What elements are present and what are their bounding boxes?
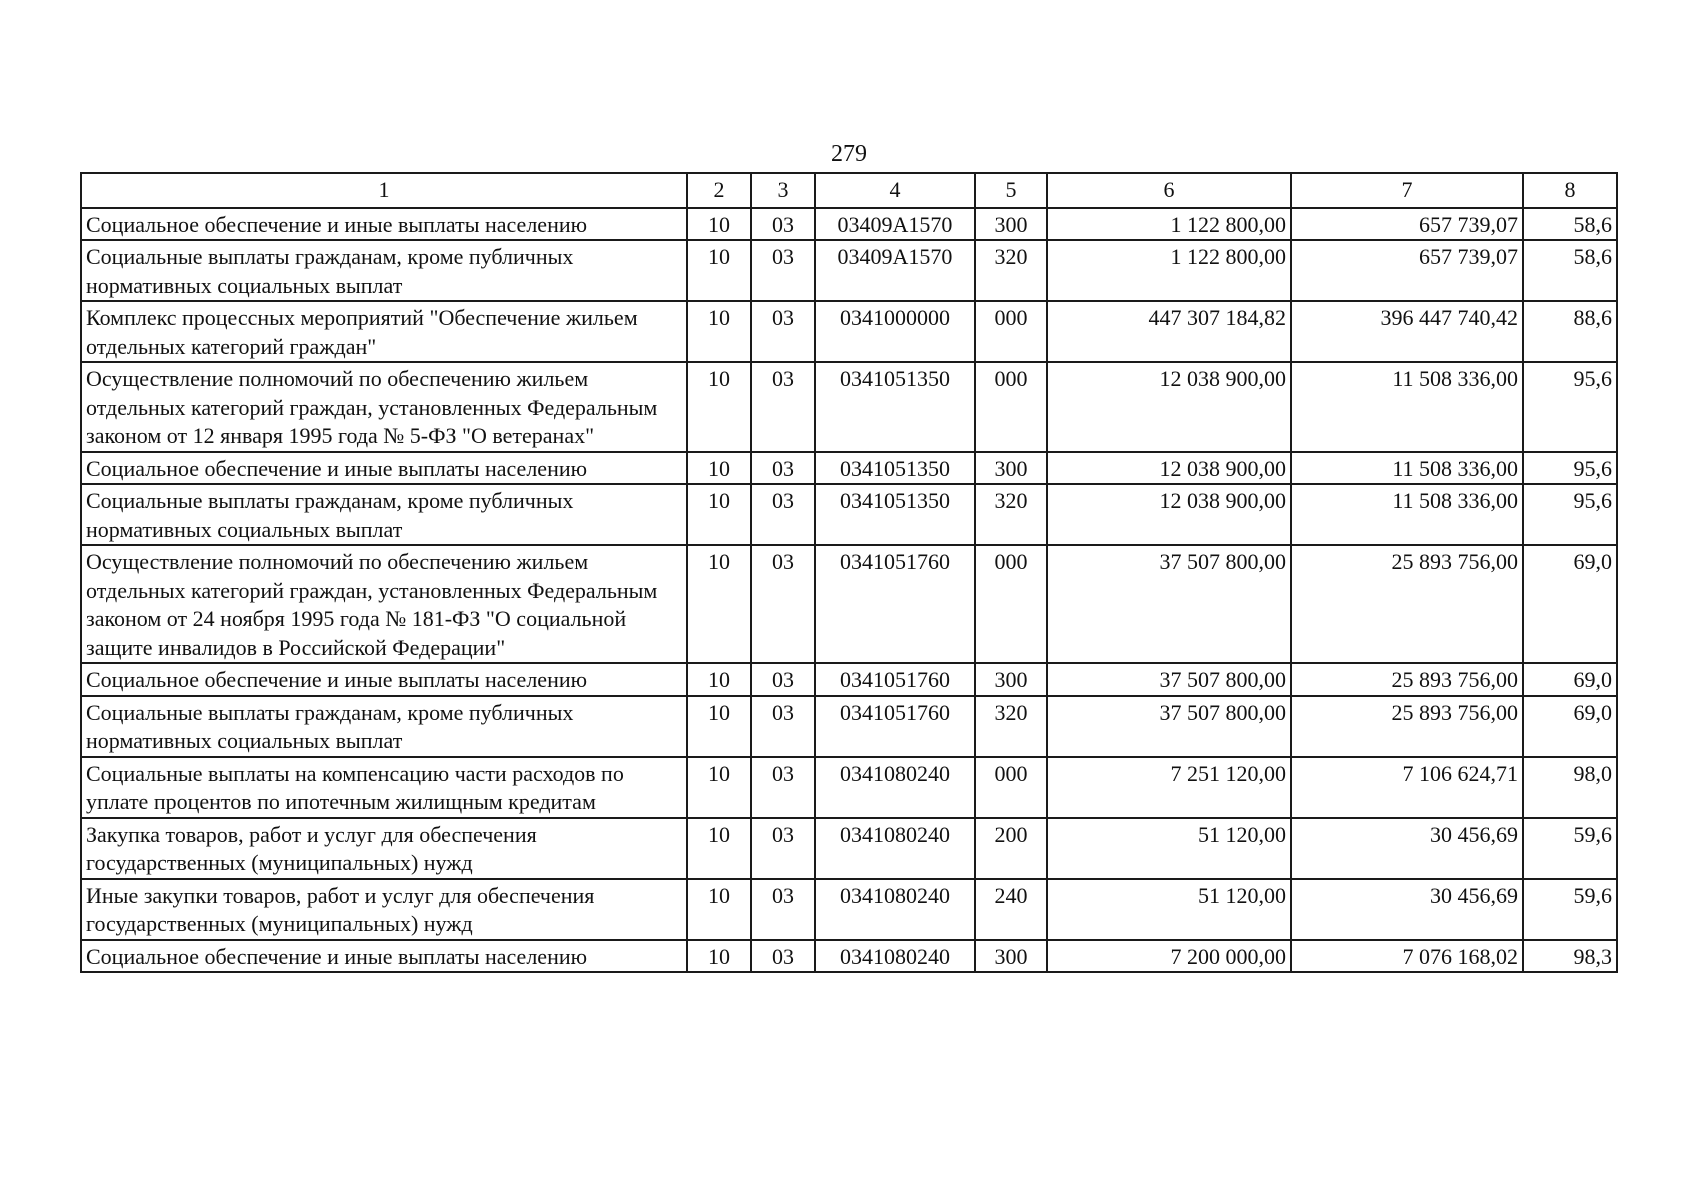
row-expense-type: 300 — [975, 663, 1047, 696]
row-planned: 12 038 900,00 — [1047, 484, 1291, 545]
table-row — [81, 362, 1617, 452]
row-subsection: 03 — [751, 301, 815, 362]
row-planned: 7 200 000,00 — [1047, 940, 1291, 973]
row-subsection: 03 — [751, 362, 815, 452]
row-name: Социальное обеспечение и иные выплаты населению — [81, 208, 687, 241]
row-section: 10 — [687, 940, 751, 973]
row-expense-type: 000 — [975, 362, 1047, 452]
header-col-2: 2 — [687, 173, 751, 208]
row-subsection: 03 — [751, 663, 815, 696]
row-subsection: 03 — [751, 545, 815, 663]
table-row — [81, 484, 1617, 545]
row-executed: 657 739,07 — [1291, 208, 1523, 241]
row-subsection: 03 — [751, 240, 815, 301]
table-row — [81, 208, 1617, 241]
row-planned: 7 251 120,00 — [1047, 757, 1291, 818]
row-target-article: 0341000000 — [815, 301, 975, 362]
row-executed: 25 893 756,00 — [1291, 696, 1523, 757]
row-expense-type: 000 — [975, 757, 1047, 818]
header-col-6: 6 — [1047, 173, 1291, 208]
row-section: 10 — [687, 757, 751, 818]
row-section: 10 — [687, 240, 751, 301]
row-target-article: 0341051350 — [815, 484, 975, 545]
row-percent: 95,6 — [1523, 484, 1617, 545]
row-percent: 59,6 — [1523, 818, 1617, 879]
row-executed: 396 447 740,42 — [1291, 301, 1523, 362]
row-executed: 30 456,69 — [1291, 879, 1523, 940]
row-expense-type: 200 — [975, 818, 1047, 879]
row-executed: 657 739,07 — [1291, 240, 1523, 301]
row-planned: 37 507 800,00 — [1047, 663, 1291, 696]
row-name: Социальное обеспечение и иные выплаты населению — [81, 663, 687, 696]
row-planned: 1 122 800,00 — [1047, 240, 1291, 301]
row-expense-type: 320 — [975, 484, 1047, 545]
row-target-article: 0341051350 — [815, 452, 975, 485]
row-subsection: 03 — [751, 484, 815, 545]
row-planned: 37 507 800,00 — [1047, 545, 1291, 663]
row-name: Закупка товаров, работ и услуг для обеспечения государственных (муниципальных) нужд — [81, 818, 687, 879]
row-expense-type: 320 — [975, 696, 1047, 757]
row-target-article: 0341051760 — [815, 545, 975, 663]
row-expense-type: 000 — [975, 301, 1047, 362]
table-body — [81, 208, 1617, 973]
row-expense-type: 300 — [975, 208, 1047, 241]
row-planned: 12 038 900,00 — [1047, 452, 1291, 485]
row-percent: 69,0 — [1523, 545, 1617, 663]
row-name: Иные закупки товаров, работ и услуг для обеспечения государственных (муниципальных) нужд — [81, 879, 687, 940]
table-header — [81, 173, 1617, 208]
row-percent: 98,0 — [1523, 757, 1617, 818]
row-name: Социальное обеспечение и иные выплаты населению — [81, 940, 687, 973]
table-row — [81, 879, 1617, 940]
row-planned: 51 120,00 — [1047, 879, 1291, 940]
row-expense-type: 300 — [975, 940, 1047, 973]
table-row — [81, 940, 1617, 973]
row-name: Осуществление полномочий по обеспечению жильем отдельных категорий граждан, установленных Федеральным законом от 12 января 1995 года № 5-ФЗ "О ветеранах" — [81, 362, 687, 452]
row-name: Социальные выплаты гражданам, кроме публичных нормативных социальных выплат — [81, 696, 687, 757]
row-executed: 25 893 756,00 — [1291, 663, 1523, 696]
row-target-article: 03409А1570 — [815, 240, 975, 301]
table-row — [81, 545, 1617, 663]
row-section: 10 — [687, 663, 751, 696]
row-section: 10 — [687, 362, 751, 452]
row-target-article: 0341080240 — [815, 879, 975, 940]
row-percent: 69,0 — [1523, 663, 1617, 696]
row-planned: 447 307 184,82 — [1047, 301, 1291, 362]
row-expense-type: 240 — [975, 879, 1047, 940]
row-target-article: 0341051350 — [815, 362, 975, 452]
table-row — [81, 452, 1617, 485]
row-executed: 7 076 168,02 — [1291, 940, 1523, 973]
row-name: Социальные выплаты на компенсацию части расходов по уплате процентов по ипотечным жилищным кредитам — [81, 757, 687, 818]
header-col-8: 8 — [1523, 173, 1617, 208]
row-expense-type: 300 — [975, 452, 1047, 485]
row-percent: 58,6 — [1523, 240, 1617, 301]
row-planned: 12 038 900,00 — [1047, 362, 1291, 452]
row-section: 10 — [687, 545, 751, 663]
row-executed: 25 893 756,00 — [1291, 545, 1523, 663]
row-subsection: 03 — [751, 452, 815, 485]
header-row — [81, 173, 1617, 208]
row-section: 10 — [687, 818, 751, 879]
row-section: 10 — [687, 879, 751, 940]
row-percent: 58,6 — [1523, 208, 1617, 241]
row-section: 10 — [687, 696, 751, 757]
row-executed: 7 106 624,71 — [1291, 757, 1523, 818]
row-subsection: 03 — [751, 818, 815, 879]
row-target-article: 03409А1570 — [815, 208, 975, 241]
row-name: Социальные выплаты гражданам, кроме публичных нормативных социальных выплат — [81, 484, 687, 545]
table-row — [81, 757, 1617, 818]
row-planned: 51 120,00 — [1047, 818, 1291, 879]
row-name: Комплекс процессных мероприятий "Обеспечение жильем отдельных категорий граждан" — [81, 301, 687, 362]
budget-table — [80, 172, 1618, 973]
row-percent: 95,6 — [1523, 452, 1617, 485]
row-planned: 37 507 800,00 — [1047, 696, 1291, 757]
row-target-article: 0341051760 — [815, 663, 975, 696]
page-number: 279 — [831, 141, 867, 167]
row-name: Социальное обеспечение и иные выплаты населению — [81, 452, 687, 485]
row-subsection: 03 — [751, 879, 815, 940]
row-expense-type: 000 — [975, 545, 1047, 663]
header-col-3: 3 — [751, 173, 815, 208]
row-percent: 98,3 — [1523, 940, 1617, 973]
table-row — [81, 818, 1617, 879]
table-row — [81, 240, 1617, 301]
header-col-1: 1 — [81, 173, 687, 208]
row-executed: 30 456,69 — [1291, 818, 1523, 879]
row-planned: 1 122 800,00 — [1047, 208, 1291, 241]
row-percent: 95,6 — [1523, 362, 1617, 452]
row-name: Социальные выплаты гражданам, кроме публичных нормативных социальных выплат — [81, 240, 687, 301]
row-executed: 11 508 336,00 — [1291, 452, 1523, 485]
row-subsection: 03 — [751, 696, 815, 757]
row-section: 10 — [687, 484, 751, 545]
row-section: 10 — [687, 301, 751, 362]
row-percent: 59,6 — [1523, 879, 1617, 940]
row-percent: 88,6 — [1523, 301, 1617, 362]
row-percent: 69,0 — [1523, 696, 1617, 757]
row-target-article: 0341080240 — [815, 818, 975, 879]
row-target-article: 0341051760 — [815, 696, 975, 757]
table-row — [81, 663, 1617, 696]
header-col-5: 5 — [975, 173, 1047, 208]
row-section: 10 — [687, 208, 751, 241]
row-target-article: 0341080240 — [815, 940, 975, 973]
header-col-4: 4 — [815, 173, 975, 208]
table-row — [81, 696, 1617, 757]
row-name: Осуществление полномочий по обеспечению жильем отдельных категорий граждан, установленных Федеральным законом от 24 ноября 1995 года № 181-ФЗ "О социальной защите инвалидов в Российской Федерации" — [81, 545, 687, 663]
row-subsection: 03 — [751, 940, 815, 973]
row-executed: 11 508 336,00 — [1291, 362, 1523, 452]
row-subsection: 03 — [751, 208, 815, 241]
row-subsection: 03 — [751, 757, 815, 818]
row-expense-type: 320 — [975, 240, 1047, 301]
table-row — [81, 301, 1617, 362]
row-target-article: 0341080240 — [815, 757, 975, 818]
row-executed: 11 508 336,00 — [1291, 484, 1523, 545]
row-section: 10 — [687, 452, 751, 485]
header-col-7: 7 — [1291, 173, 1523, 208]
